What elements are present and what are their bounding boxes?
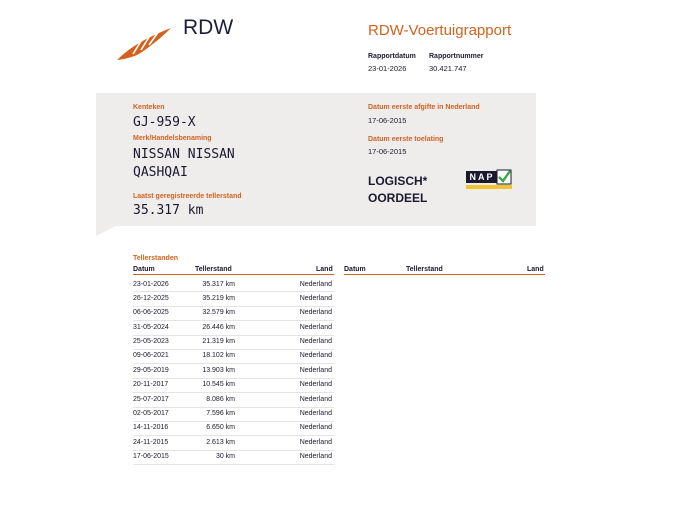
row-tellerstand: 8.086 km — [206, 395, 235, 403]
report-number-value: 30.421.747 — [429, 64, 467, 73]
table-row — [133, 292, 334, 306]
table-row — [133, 408, 334, 422]
afgifte-label: Datum eerste afgifte in Nederland — [368, 104, 480, 111]
row-tellerstand: 10.545 km — [202, 381, 235, 389]
table-row — [133, 336, 334, 350]
table-row — [133, 321, 334, 335]
row-land: Nederland — [299, 294, 332, 302]
table-row — [133, 436, 334, 450]
row-tellerstand: 18.102 km — [202, 352, 235, 360]
report-date-value: 23-01-2026 — [368, 64, 407, 73]
table-row — [133, 422, 334, 436]
merk-value-line1: NISSAN NISSAN — [133, 147, 235, 162]
table-row — [133, 364, 334, 378]
merk-value-line2: QASHQAI — [133, 165, 188, 180]
row-land: Nederland — [299, 309, 332, 317]
row-date: 25-05-2023 — [133, 338, 169, 346]
row-land: Nederland — [299, 395, 332, 403]
row-date: 23-01-2026 — [133, 280, 169, 288]
nap-underline — [466, 185, 512, 189]
rdw-logo-icon — [115, 24, 175, 62]
row-tellerstand: 35.219 km — [202, 294, 235, 302]
row-tellerstand: 2.613 km — [206, 438, 235, 446]
col-header-tellerstand: Tellerstand — [195, 266, 232, 273]
row-land: Nederland — [299, 438, 332, 446]
table-row — [133, 393, 334, 407]
row-land: Nederland — [299, 366, 332, 374]
afgifte-value: 17-06-2015 — [368, 116, 407, 125]
row-date: 17-06-2015 — [133, 453, 169, 461]
tellerstanden-table — [133, 278, 334, 465]
verdict-line1: LOGISCH* — [368, 174, 428, 188]
row-land: Nederland — [299, 280, 332, 288]
checkmark-icon — [496, 169, 512, 185]
row-date: 31-05-2024 — [133, 323, 169, 331]
row-date: 14-11-2016 — [133, 424, 169, 432]
row-date: 02-05-2017 — [133, 410, 169, 418]
table-row — [133, 350, 334, 364]
col-header-datum: Datum — [133, 266, 155, 273]
tellerstanden-title: Tellerstanden — [133, 255, 178, 262]
col-header-datum-2: Datum — [344, 266, 366, 273]
row-land: Nederland — [299, 453, 332, 461]
tellerstand-label: Laatst geregistreerde tellerstand — [133, 193, 242, 200]
table-row — [133, 278, 334, 292]
report-title: RDW-Voertuigrapport — [368, 22, 512, 39]
row-tellerstand: 6.650 km — [206, 424, 235, 432]
row-date: 24-11-2015 — [133, 438, 169, 446]
row-tellerstand: 32.579 km — [202, 309, 235, 317]
nap-label: NAP — [466, 171, 498, 183]
row-land: Nederland — [299, 338, 332, 346]
row-tellerstand: 13.903 km — [202, 366, 235, 374]
header-divider-right — [344, 274, 545, 275]
verdict-line2: OORDEEL — [368, 191, 428, 205]
row-date: 20-11-2017 — [133, 381, 169, 389]
col-header-land: Land — [316, 266, 333, 273]
report-date-label: Rapportdatum — [368, 53, 416, 60]
row-date: 06-06-2025 — [133, 309, 169, 317]
merk-label: Merk/Handelsbenaming — [133, 135, 212, 142]
row-land: Nederland — [299, 323, 332, 331]
row-tellerstand: 35.317 km — [202, 280, 235, 288]
row-tellerstand: 26.446 km — [202, 323, 235, 331]
row-date: 09-06-2021 — [133, 352, 169, 360]
report-number-label: Rapportnummer — [429, 53, 484, 60]
toelating-label: Datum eerste toelating — [368, 136, 444, 143]
table-row — [133, 379, 334, 393]
table-row — [133, 451, 334, 465]
col-header-land-2: Land — [527, 266, 544, 273]
nap-badge — [466, 171, 512, 191]
row-date: 26-12-2025 — [133, 294, 169, 302]
kenteken-value: GJ-959-X — [133, 115, 196, 130]
row-land: Nederland — [299, 352, 332, 360]
row-land: Nederland — [299, 410, 332, 418]
row-tellerstand: 30 km — [215, 453, 235, 461]
row-land: Nederland — [299, 424, 332, 432]
toelating-value: 17-06-2015 — [368, 147, 407, 156]
col-header-tellerstand-2: Tellerstand — [406, 266, 443, 273]
row-tellerstand: 21.319 km — [202, 338, 235, 346]
row-date: 25-07-2017 — [133, 395, 169, 403]
header-divider-left — [133, 274, 334, 275]
row-tellerstand: 7.596 km — [206, 410, 235, 418]
brand-name: RDW — [183, 16, 234, 39]
row-date: 29-05-2019 — [133, 366, 169, 374]
summary-panel-corner — [96, 226, 116, 236]
tellerstand-value: 35.317 km — [133, 203, 204, 218]
row-land: Nederland — [299, 381, 332, 389]
table-row — [133, 307, 334, 321]
kenteken-label: Kenteken — [133, 104, 165, 111]
